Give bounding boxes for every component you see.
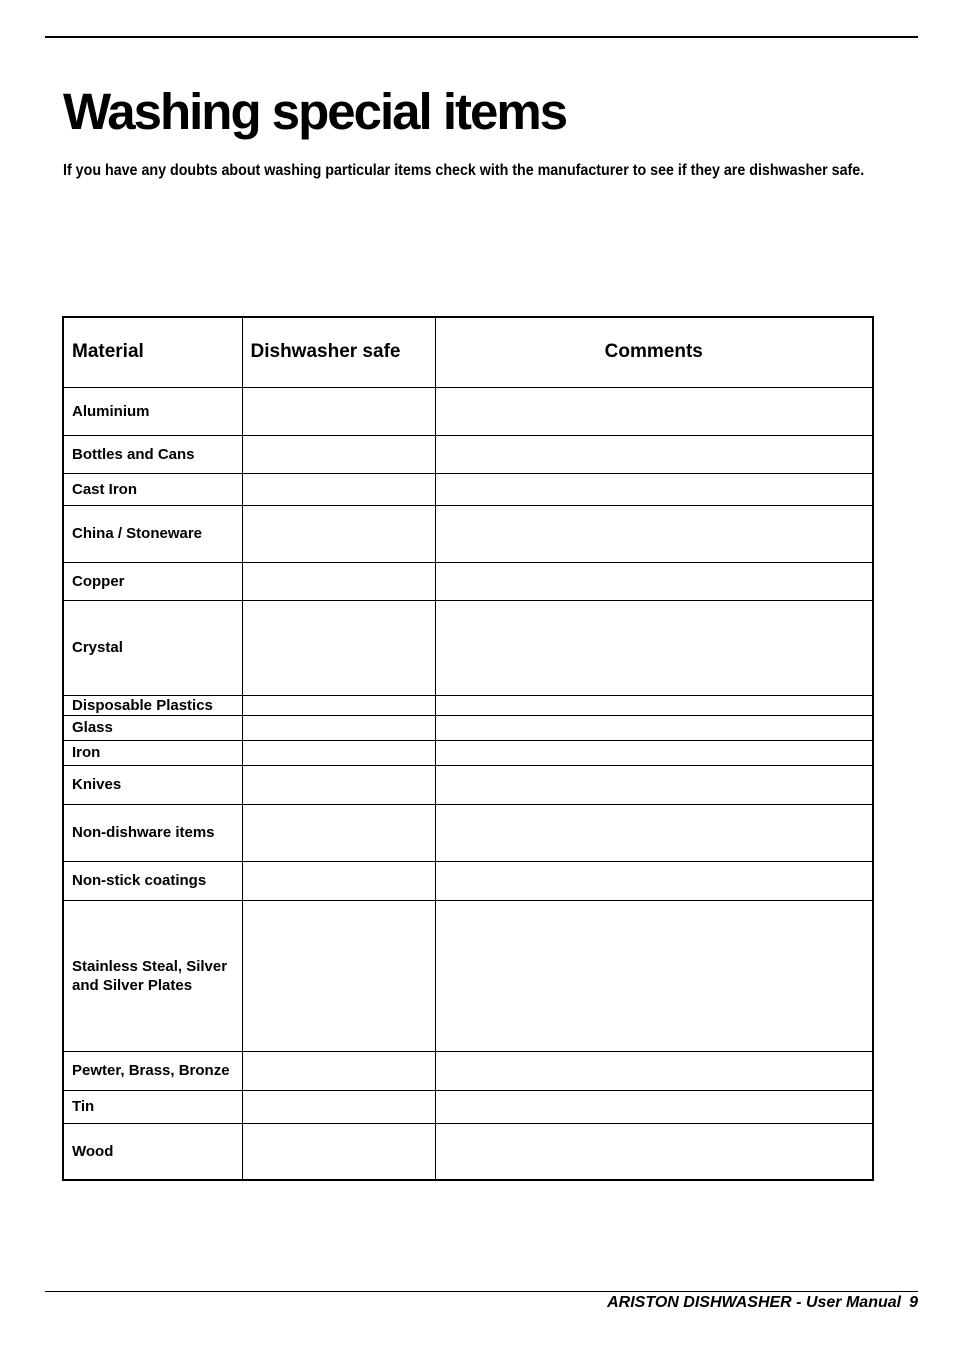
comments-cell [435,900,873,1051]
material-cell: Non-dishware items [63,804,242,861]
comments-cell [435,600,873,695]
table-row [63,562,873,600]
material-cell: China / Stoneware [63,505,242,562]
bottom-divider [45,1291,918,1292]
dishwasher-safe-cell [242,900,435,1051]
material-cell: Iron [63,740,242,765]
dishwasher-safe-cell [242,562,435,600]
table-row [63,473,873,505]
table-row [63,804,873,861]
comments-cell [435,473,873,505]
comments-cell [435,804,873,861]
table-row [63,435,873,473]
table-header-row [63,317,873,387]
dishwasher-safe-cell [242,715,435,740]
comments-cell [435,387,873,435]
comments-cell [435,715,873,740]
materials-table [62,316,874,1181]
footer-label: ARISTON DISHWASHER - User Manual [607,1294,902,1311]
material-cell: Non-stick coatings [63,861,242,900]
table-row [63,765,873,804]
dishwasher-safe-cell [242,473,435,505]
comments-cell [435,861,873,900]
material-cell: Copper [63,562,242,600]
table-row [63,861,873,900]
material-cell: Cast Iron [63,473,242,505]
material-cell: Knives [63,765,242,804]
table-row [63,740,873,765]
table-row [63,1123,873,1180]
table-row [63,1051,873,1090]
dishwasher-safe-cell [242,387,435,435]
comments-cell [435,505,873,562]
dishwasher-safe-cell [242,861,435,900]
comments-cell [435,1123,873,1180]
table-row [63,900,873,1051]
material-cell: Crystal [63,600,242,695]
dishwasher-safe-cell [242,435,435,473]
dishwasher-safe-cell [242,1090,435,1123]
dishwasher-safe-cell [242,765,435,804]
dishwasher-safe-cell [242,1123,435,1180]
dishwasher-safe-cell [242,1051,435,1090]
intro-text: If you have any doubts about washing particular items check with the manufacturer to see if they are dishwasher safe. [63,162,865,179]
dishwasher-safe-cell [242,505,435,562]
table-row [63,695,873,715]
material-cell: Bottles and Cans [63,435,242,473]
page-number: 9 [909,1294,918,1311]
dishwasher-safe-cell [242,695,435,715]
table-row [63,387,873,435]
material-cell: Tin [63,1090,242,1123]
material-cell: Aluminium [63,387,242,435]
material-cell: Glass [63,715,242,740]
dishwasher-safe-cell [242,804,435,861]
table-row [63,1090,873,1123]
page-title: Washing special items [63,83,567,140]
material-cell: Disposable Plastics [63,695,242,715]
table-row [63,715,873,740]
table-row [63,505,873,562]
comments-cell [435,1051,873,1090]
material-cell: Pewter, Brass, Bronze [63,1051,242,1090]
table-row [63,600,873,695]
header-dishwasher-safe: Dishwasher safe [242,317,435,387]
header-material: Material [63,317,242,387]
comments-cell [435,740,873,765]
header-comments: Comments [435,317,873,387]
comments-cell [435,562,873,600]
top-divider [45,36,918,38]
comments-cell [435,1090,873,1123]
comments-cell [435,695,873,715]
comments-cell [435,435,873,473]
comments-cell [435,765,873,804]
material-cell: Stainless Steal, Silver and Silver Plates [63,900,242,1051]
dishwasher-safe-cell [242,740,435,765]
page-footer [607,1294,918,1312]
material-cell: Wood [63,1123,242,1180]
dishwasher-safe-cell [242,600,435,695]
